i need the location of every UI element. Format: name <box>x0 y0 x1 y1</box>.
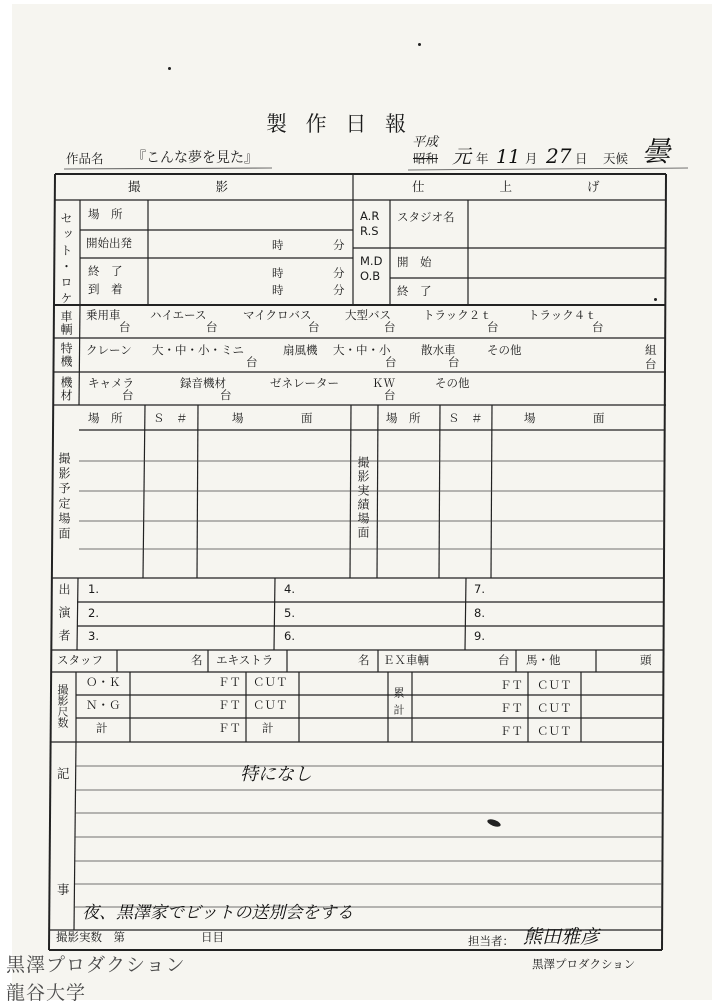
weather-label: 天候 <box>603 151 629 166</box>
staff-unit: 名 <box>191 653 203 667</box>
staff-label: スタッフ <box>57 653 103 667</box>
cum-cut-2: ＣＵＴ <box>537 701 572 715</box>
equip-sound: 録音機材 <box>180 376 226 390</box>
unit-hiace: 台 <box>206 320 218 334</box>
unit-sound: 台 <box>220 388 232 402</box>
date-year: 元 <box>452 146 472 168</box>
unit-kw: 台 <box>384 388 396 402</box>
day-unit: 日 <box>575 151 588 166</box>
ng-ft: ＦＴ <box>218 698 241 712</box>
end-label: 終 了 <box>88 264 123 278</box>
vehicle-car: 乗用車 <box>86 308 121 322</box>
plan-scene-no-header: Ｓ ＃ <box>153 411 188 425</box>
cast-side: 出演者 <box>57 583 71 652</box>
cum-cut-1: ＣＵＴ <box>537 678 572 692</box>
footage-side: 撮影尺数 <box>56 684 69 728</box>
weather-value: 曇 <box>642 135 671 168</box>
cast-7: 7. <box>474 582 485 596</box>
cum-ft-1: ＦＴ <box>500 678 523 692</box>
sprinkler-unit: 台 <box>448 355 460 369</box>
finish-label: 終 了 <box>397 284 432 298</box>
era-printed: 昭和 <box>413 151 439 166</box>
set-unit: 組 <box>645 343 657 357</box>
shoot-header: 撮 影 <box>128 179 229 194</box>
horse-label: 馬・他 <box>526 653 561 667</box>
notes-line-last: 夜、黒澤家でビットの送別会をする <box>82 903 354 923</box>
sprinkler-label: 散水車 <box>421 343 456 357</box>
start-label: 開始出発 <box>86 236 132 250</box>
fan-sizes: 大・中・小 <box>333 343 391 357</box>
plan-scene-header: 場 面 <box>232 411 313 425</box>
person-label: 担当者： <box>468 934 514 948</box>
shoot-days-unit: 日目 <box>201 930 224 944</box>
company-name: 黒澤プロダクション <box>532 957 636 971</box>
month-unit: 月 <box>525 151 538 166</box>
extra-unit: 名 <box>358 653 370 667</box>
date-day: 27 <box>546 144 572 168</box>
cast-1: 1. <box>88 582 99 596</box>
arrive-hour: 時 <box>272 283 284 297</box>
vehicle-microbus: マイクロバス <box>243 308 312 322</box>
ob-label: O.B <box>360 269 381 283</box>
cumulative-side: 累計 <box>392 687 405 721</box>
unit-truck4t: 台 <box>592 320 604 334</box>
cast-2: 2. <box>88 606 99 620</box>
notes-side-top: 記 <box>57 766 70 781</box>
cast-6: 6. <box>284 629 295 643</box>
notes-line-1: 特になし <box>240 764 312 785</box>
scan-speck <box>418 43 421 46</box>
equipment-side: 機材 <box>59 376 73 402</box>
equip-kw: ＫＷ <box>372 376 395 390</box>
unit-bus: 台 <box>384 320 396 334</box>
ex-vehicle-label: ＥＸ車輌 <box>383 653 429 667</box>
unit-car: 台 <box>119 320 131 334</box>
cast-5: 5. <box>284 606 295 620</box>
year-unit: 年 <box>476 151 489 166</box>
special-other: その他 <box>487 343 522 357</box>
horse-unit: 頭 <box>640 653 652 667</box>
date-month: 11 <box>496 146 521 168</box>
total-ft: ＦＴ <box>218 721 241 735</box>
unit-microbus: 台 <box>308 320 320 334</box>
work-value: 『こんな夢を見た』 <box>132 150 258 166</box>
total-label: 計 <box>96 721 108 735</box>
equip-generator: ゼネレーター <box>270 376 339 390</box>
watermark-line-1: 黒澤プロダクション <box>6 954 186 976</box>
plan-place-header: 場 所 <box>88 411 123 425</box>
finish-header: 仕 上 げ <box>412 179 600 194</box>
place-label: 場 所 <box>88 207 123 221</box>
ex-vehicle-unit: 台 <box>498 653 510 667</box>
actual-place-header: 場 所 <box>386 411 421 425</box>
ng-cut: ＣＵＴ <box>253 698 288 712</box>
crane-sizes: 大・中・小・ミニ <box>152 343 244 357</box>
extra-label: エキストラ <box>216 653 274 667</box>
vehicle-truck4t: トラック４ｔ <box>528 308 597 322</box>
person-value: 熊田雅彦 <box>523 926 600 948</box>
notes-side-bottom: 事 <box>57 882 70 897</box>
vehicle-bus: 大型バス <box>345 308 391 322</box>
era-written: 平成 <box>412 135 439 150</box>
form-title: 製 作 日 報 <box>266 112 413 136</box>
start-minute: 分 <box>333 238 345 252</box>
planned-scenes-side: 撮影予定場面 <box>57 452 71 542</box>
shoot-days-label: 撮影実数 第 <box>56 930 125 944</box>
scan-speck <box>168 67 171 70</box>
begin-label: 開 始 <box>397 255 432 269</box>
md-label: M.D <box>360 254 383 268</box>
crane-label: クレーン <box>86 343 132 357</box>
cast-8: 8. <box>474 606 485 620</box>
cum-ft-2: ＦＴ <box>500 701 523 715</box>
fan-unit: 台 <box>385 355 397 369</box>
actual-scene-header: 場 面 <box>524 411 605 425</box>
arrive-minute: 分 <box>333 283 345 297</box>
ok-label: Ｏ・Ｋ <box>86 675 121 689</box>
ar-label: A.R <box>360 209 380 223</box>
end-hour: 時 <box>272 266 284 280</box>
other-unit: 台 <box>645 357 657 371</box>
unit-truck2t: 台 <box>487 320 499 334</box>
end-minute: 分 <box>333 266 345 280</box>
cast-3: 3. <box>88 629 99 643</box>
rs-label: R.S <box>360 224 379 238</box>
studio-label: スタジオ名 <box>397 210 455 224</box>
arrive-label: 到 着 <box>88 282 123 296</box>
watermark-line-2: 龍谷大学 <box>6 982 87 1004</box>
actual-scene-no-header: Ｓ ＃ <box>448 411 483 425</box>
cum-cut-3: ＣＵＴ <box>537 724 572 738</box>
cast-9: 9. <box>474 629 485 643</box>
crane-unit: 台 <box>246 355 258 369</box>
equip-other: その他 <box>435 376 470 390</box>
vehicles-side: 車輌 <box>59 310 73 336</box>
equip-camera: キャメラ <box>88 376 134 390</box>
special-side: 特機 <box>59 342 73 368</box>
ok-cut: ＣＵＴ <box>253 675 288 689</box>
ng-label: Ｎ・Ｇ <box>86 698 121 712</box>
vehicle-truck2t: トラック２ｔ <box>423 308 492 322</box>
work-label: 作品名 <box>66 151 104 166</box>
start-hour: 時 <box>272 238 284 252</box>
scan-speck <box>654 298 657 301</box>
total-total: 計 <box>262 721 274 735</box>
ok-ft: ＦＴ <box>218 675 241 689</box>
fan-label: 扇風機 <box>283 343 318 357</box>
actual-scenes-side: 撮影実績場面 <box>356 456 370 540</box>
cast-4: 4. <box>284 582 295 596</box>
unit-camera: 台 <box>122 388 134 402</box>
vehicle-hiace: ハイエース <box>150 308 207 322</box>
cum-ft-3: ＦＴ <box>500 724 523 738</box>
set-loca-side: セット・ロケ <box>59 212 73 308</box>
